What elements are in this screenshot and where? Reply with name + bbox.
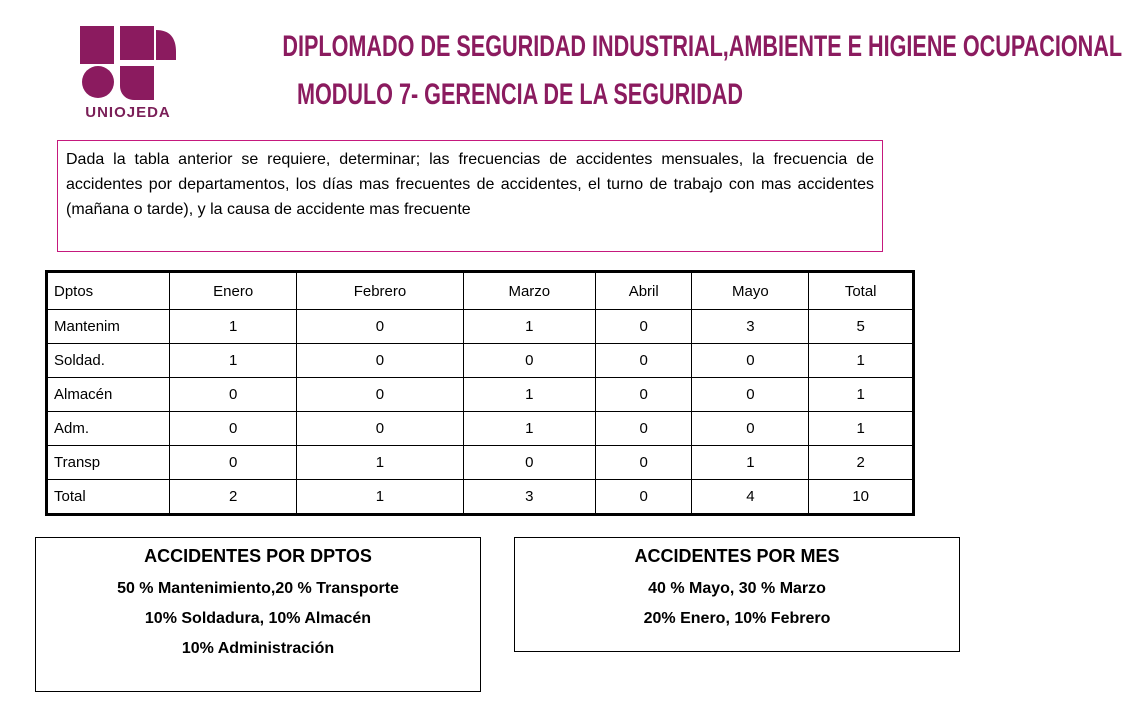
box-line: 10% Administración bbox=[181, 640, 335, 657]
table-cell: 2 bbox=[809, 446, 914, 480]
logo-mark-icon bbox=[78, 24, 178, 104]
table-cell: 2 bbox=[170, 480, 297, 515]
table-cell: 1 bbox=[809, 412, 914, 446]
table-cell: 0 bbox=[596, 480, 692, 515]
page-subtitle: MODULO 7- GERENCIA DE LA SEGURIDAD bbox=[296, 78, 744, 111]
table-cell: 0 bbox=[170, 378, 297, 412]
instructions-box: Dada la tabla anterior se requiere, determinar; las frecuencias de accidentes mensuales, la frecuencia de accidentes por departamentos, los días mas frecuentes de accidentes, el turno de trabajo con mas accidentes (mañana o tarde), y la causa de accidente mas frecuente bbox=[57, 140, 883, 252]
table-cell: Transp bbox=[47, 446, 170, 480]
table-cell: 1 bbox=[809, 344, 914, 378]
table-cell: 0 bbox=[170, 412, 297, 446]
table-total-row bbox=[47, 480, 914, 515]
accidents-by-department-box bbox=[35, 537, 481, 692]
table-cell: 0 bbox=[297, 344, 463, 378]
box-line: 40 % Mayo, 30 % Marzo bbox=[648, 580, 826, 597]
table-cell: 0 bbox=[297, 412, 463, 446]
table-cell: 1 bbox=[297, 480, 463, 515]
table-cell: 1 bbox=[170, 344, 297, 378]
table-header-cell: Total bbox=[809, 272, 914, 310]
table-header-cell: Enero bbox=[170, 272, 297, 310]
table-cell: 0 bbox=[692, 344, 809, 378]
table-header-cell: Dptos bbox=[47, 272, 170, 310]
box-line: 20% Enero, 10% Febrero bbox=[643, 610, 831, 627]
table-row bbox=[47, 344, 914, 378]
table-cell: 3 bbox=[692, 310, 809, 344]
table-cell: 0 bbox=[463, 446, 596, 480]
table-cell: 0 bbox=[596, 378, 692, 412]
box-line: 10% Soldadura, 10% Almacén bbox=[144, 610, 372, 627]
table-cell: 0 bbox=[297, 310, 463, 344]
box-title: ACCIDENTES POR MES bbox=[634, 546, 840, 566]
table-cell: Almacén bbox=[47, 378, 170, 412]
table-cell: 0 bbox=[596, 412, 692, 446]
box-line: 50 % Mantenimiento,20 % Transporte bbox=[117, 580, 399, 597]
table-cell: 1 bbox=[297, 446, 463, 480]
logo-text: UNIOJEDA bbox=[85, 104, 171, 121]
table-cell: 0 bbox=[170, 446, 297, 480]
table-cell: Soldad. bbox=[47, 344, 170, 378]
table-header-cell: Febrero bbox=[297, 272, 463, 310]
box-title: ACCIDENTES POR DPTOS bbox=[144, 546, 372, 566]
table-cell: 1 bbox=[463, 310, 596, 344]
table-cell: Adm. bbox=[47, 412, 170, 446]
table-cell: 1 bbox=[692, 446, 809, 480]
table-cell: 0 bbox=[596, 310, 692, 344]
table-cell: 1 bbox=[809, 378, 914, 412]
table-cell: 1 bbox=[170, 310, 297, 344]
table-cell: 3 bbox=[463, 480, 596, 515]
table-cell: 0 bbox=[692, 378, 809, 412]
table-cell: 0 bbox=[463, 344, 596, 378]
table-header-cell: Marzo bbox=[463, 272, 596, 310]
table-row bbox=[47, 446, 914, 480]
table-header-cell: Abril bbox=[596, 272, 692, 310]
table-cell: 0 bbox=[297, 378, 463, 412]
table-cell: 0 bbox=[596, 344, 692, 378]
table-cell: Mantenim bbox=[47, 310, 170, 344]
table-cell: 5 bbox=[809, 310, 914, 344]
table-cell: 1 bbox=[463, 378, 596, 412]
table-row bbox=[47, 310, 914, 344]
accidents-by-month-box bbox=[514, 537, 960, 652]
table-row bbox=[47, 378, 914, 412]
table-cell: 0 bbox=[692, 412, 809, 446]
uniojeda-logo bbox=[78, 24, 178, 124]
table-row bbox=[47, 412, 914, 446]
accidents-table bbox=[45, 270, 915, 516]
table-cell: Total bbox=[47, 480, 170, 515]
table-cell: 0 bbox=[596, 446, 692, 480]
table-cell: 1 bbox=[463, 412, 596, 446]
table-header-row bbox=[47, 272, 914, 310]
table-cell: 4 bbox=[692, 480, 809, 515]
page-title: DIPLOMADO DE SEGURIDAD INDUSTRIAL,AMBIENTE E HIGIENE OCUPACIONAL bbox=[282, 30, 1122, 63]
table-header-cell: Mayo bbox=[692, 272, 809, 310]
table-cell: 10 bbox=[809, 480, 914, 515]
